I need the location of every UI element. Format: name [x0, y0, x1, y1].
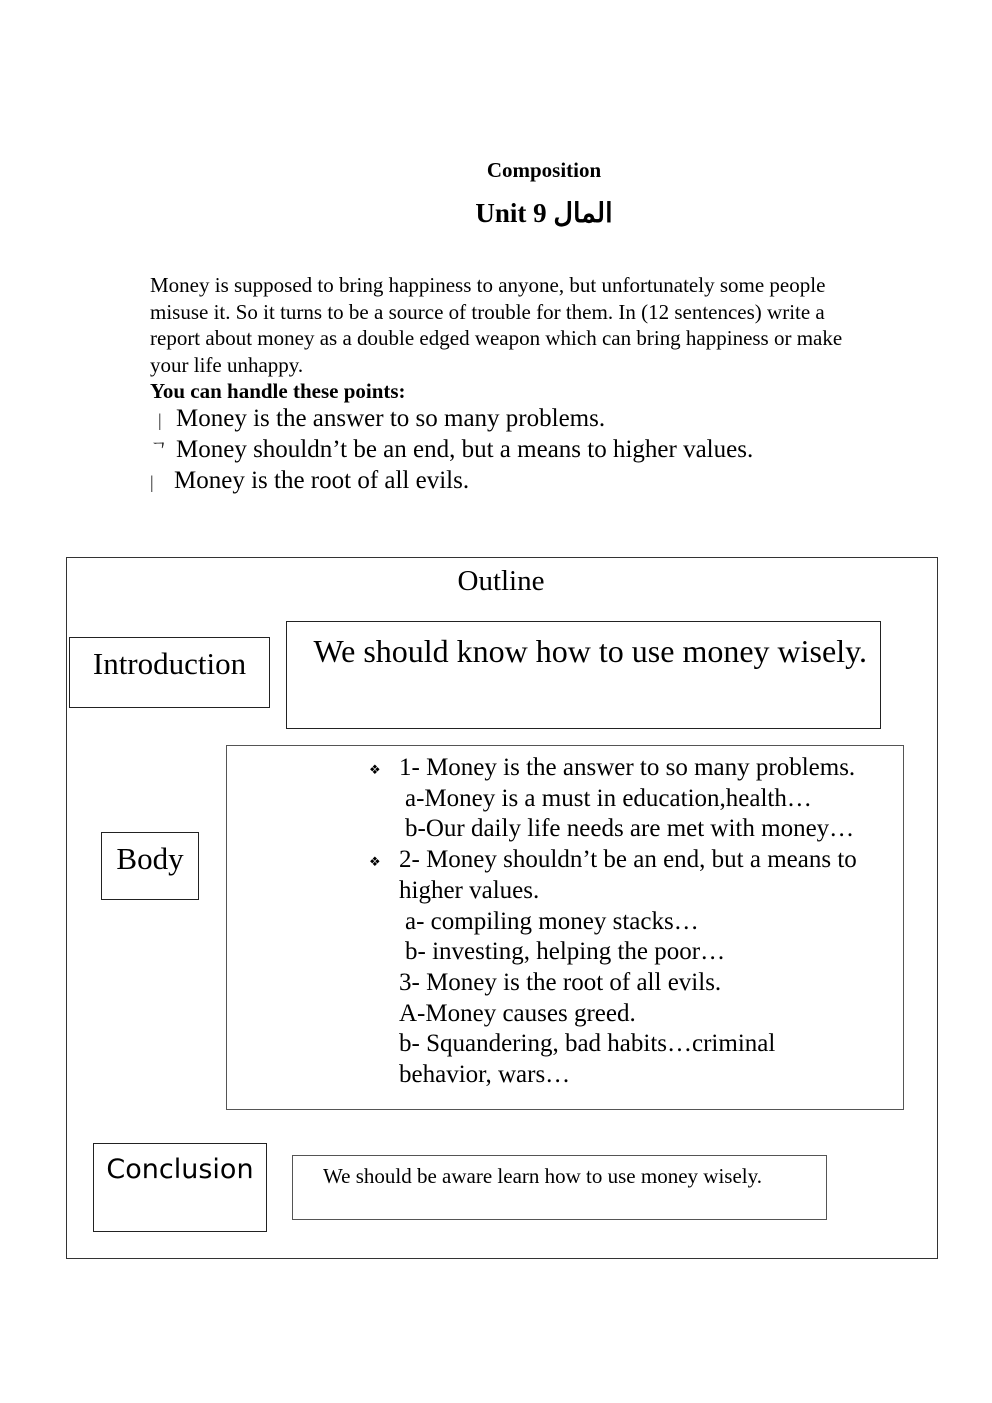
- prompt-paragraph: Money is supposed to bring happiness to anyone, but unfortunately some people misuse it. So it turns to be a source of trouble for them. In (12 sentences) write a report about money as a double edged weapon which can bring happiness or make your life unhappy.: [150, 273, 843, 377]
- point-text: Money shouldn’t be an end, but a means to higher values.: [176, 436, 754, 463]
- outline-title: Outline: [457, 565, 545, 597]
- body-line: a-Money is a must in education,health…: [405, 784, 812, 812]
- point-text: Money is the root of all evils.: [174, 467, 470, 494]
- body-line: b-Our daily life needs are met with money…: [405, 815, 855, 843]
- point-item: [150, 467, 469, 495]
- conclusion-text: We should be aware learn how to use money wisely.: [292, 1155, 827, 1220]
- introduction-text: We should know how to use money wisely.: [286, 621, 881, 729]
- body-line: ❖ 2- Money shouldn’t be an end, but a means to: [399, 845, 857, 876]
- body-line: b- investing, helping the poor…: [405, 938, 726, 966]
- bullet-icon: ᄀ: [150, 441, 168, 461]
- point-item: [150, 436, 753, 464]
- body-line: higher values.: [399, 876, 540, 904]
- bullet-icon: |: [158, 410, 162, 430]
- body-line: behavior, wars…: [399, 1061, 571, 1089]
- diamond-bullet-icon: ❖: [369, 854, 381, 870]
- body-label: Body: [101, 832, 199, 900]
- unit-title: Unit 9 المال: [475, 198, 613, 228]
- body-line: 3- Money is the root of all evils.: [399, 968, 722, 996]
- points-heading: You can handle these points:: [150, 379, 406, 403]
- body-points-list: [369, 753, 857, 1091]
- body-line: b- Squandering, bad habits…criminal: [399, 1030, 776, 1058]
- introduction-label: Introduction: [69, 637, 270, 708]
- conclusion-label: Conclusion: [93, 1143, 267, 1232]
- composition-title: Composition: [486, 158, 602, 182]
- body-line: a- compiling money stacks…: [405, 907, 699, 935]
- point-text: Money is the answer to so many problems.: [176, 405, 606, 432]
- bullet-icon: |: [150, 472, 154, 492]
- diamond-bullet-icon: ❖: [369, 762, 381, 777]
- body-line: ❖ 1- Money is the answer to so many problems.: [399, 753, 857, 784]
- body-line: A-Money causes greed.: [399, 999, 636, 1027]
- point-item: [150, 405, 605, 433]
